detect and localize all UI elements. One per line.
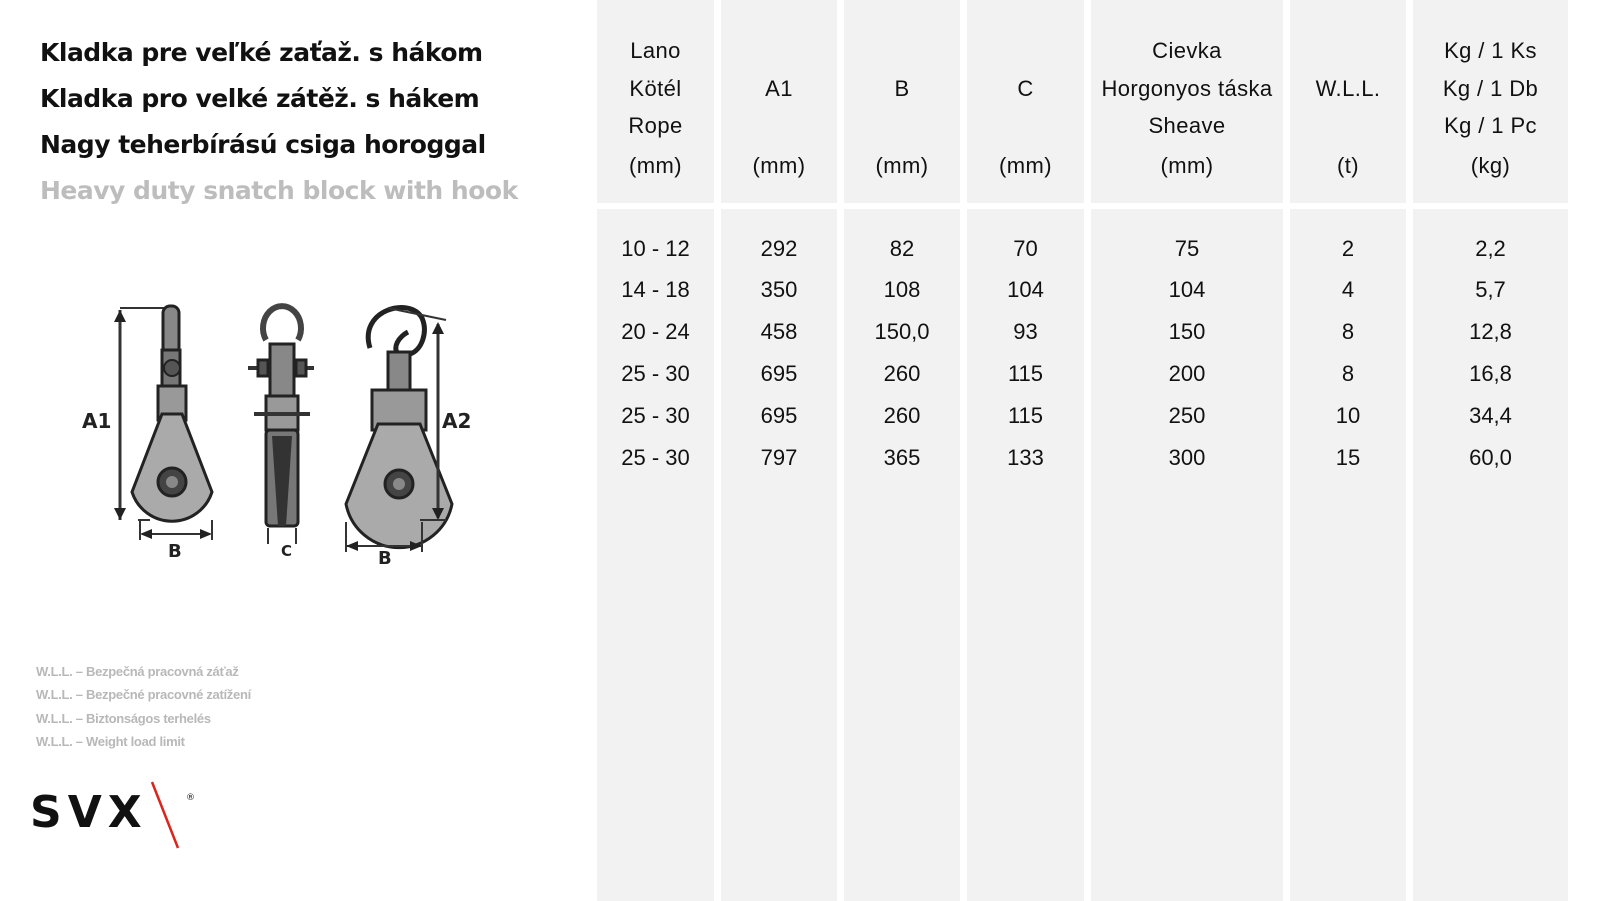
- table-cell: 4: [1341, 277, 1355, 302]
- header-unit: (mm): [1160, 153, 1214, 178]
- table-cell: 12,8: [1469, 319, 1512, 344]
- table-cell: 350: [760, 277, 798, 302]
- svx-logo: [30, 778, 200, 850]
- label-b-left: B: [168, 541, 182, 562]
- table-cell: 458: [760, 319, 798, 344]
- header-divider: [721, 203, 837, 209]
- header-label: Horgonyos táska: [1101, 76, 1273, 101]
- front-view-a2: [346, 308, 452, 552]
- logo-text: SVX: [30, 787, 148, 838]
- table-cell: 93: [1013, 319, 1038, 344]
- header-label: C: [1017, 76, 1034, 101]
- table-cell: 60,0: [1469, 445, 1512, 470]
- header-label: Rope: [628, 113, 683, 138]
- table-cell: 25 - 30: [621, 445, 690, 470]
- title-cz: Kladka pro velké zátěž. s hákem: [40, 84, 480, 113]
- header-divider: [1091, 203, 1283, 209]
- table-cell: 8: [1341, 361, 1355, 386]
- column-header: [967, 0, 1084, 203]
- legend-line-en: W.L.L. – Weight load limit: [36, 733, 185, 749]
- header-unit: (mm): [999, 153, 1052, 178]
- legend-line-sk: W.L.L. – Bezpečná pracovná záťaž: [36, 664, 239, 679]
- table-cell: 10 - 12: [621, 236, 690, 261]
- table-cell: 20 - 24: [621, 319, 690, 344]
- table-column-wll: [1290, 0, 1406, 901]
- column-header: [1413, 0, 1568, 203]
- header-label: Kg / 1 Db: [1442, 76, 1539, 101]
- table-cell: 15: [1335, 445, 1361, 470]
- header-unit: (kg): [1470, 153, 1511, 178]
- column-header: [844, 0, 960, 203]
- table-cell: 365: [883, 445, 921, 470]
- header-label: A1: [765, 76, 793, 101]
- table-cell: 200: [1168, 361, 1206, 386]
- header-label: B: [894, 76, 910, 101]
- table-cell: 108: [883, 277, 921, 302]
- legend-line-cz: W.L.L. – Bezpečné pracovné zatížení: [36, 687, 251, 703]
- table-cell: 260: [883, 361, 921, 386]
- table-cell: 34,4: [1469, 403, 1512, 428]
- header-label: Kg / 1 Ks: [1444, 38, 1537, 63]
- header-divider: [967, 203, 1084, 209]
- table-cell: 115: [1007, 361, 1044, 386]
- header-unit: (mm): [629, 153, 682, 178]
- title-en: Heavy duty snatch block with hook: [40, 176, 518, 205]
- header-unit: (mm): [875, 153, 929, 178]
- table-cell: 25 - 30: [621, 403, 690, 428]
- label-c: C: [281, 542, 293, 560]
- column-header: [1091, 0, 1283, 203]
- legend-line-hu: W.L.L. – Biztonságos terhelés: [36, 710, 211, 726]
- label-b-right: B: [378, 548, 392, 569]
- header-divider: [1413, 203, 1568, 209]
- title-hu: Nagy teherbírású csiga horoggal: [40, 130, 486, 159]
- header-label: Sheave: [1148, 113, 1226, 138]
- table-cell: 82: [889, 236, 915, 261]
- table-cell: 150,0: [874, 319, 930, 344]
- table-cell: 260: [883, 403, 921, 428]
- table-cell: 2,2: [1475, 236, 1506, 261]
- table-cell: 250: [1168, 403, 1206, 428]
- column-header: [721, 0, 837, 203]
- title-sk: Kladka pre veľké zaťaž. s hákom: [40, 38, 483, 67]
- table-column-a1: [721, 0, 837, 901]
- table-cell: 8: [1341, 319, 1355, 344]
- table-cell: 695: [760, 403, 798, 428]
- table-column-weight: [1413, 0, 1568, 901]
- label-a2: A2: [442, 409, 472, 433]
- table-column-rope: [597, 0, 714, 901]
- table-column-b: [844, 0, 960, 901]
- table-cell: 115: [1007, 403, 1044, 428]
- header-label: Lano: [630, 38, 681, 63]
- header-divider: [597, 203, 714, 209]
- table-column-c: [967, 0, 1084, 901]
- front-view-a1: [114, 306, 212, 540]
- table-cell: 300: [1168, 445, 1206, 470]
- table-cell: 133: [1007, 445, 1044, 470]
- table-cell: 2: [1341, 236, 1355, 261]
- side-view-c: [248, 306, 314, 544]
- header-divider: [1290, 203, 1406, 209]
- header-divider: [844, 203, 960, 209]
- table-cell: 104: [1168, 277, 1206, 302]
- table-cell: 70: [1013, 236, 1038, 261]
- header-label: Cievka: [1152, 38, 1222, 63]
- header-label: W.L.L.: [1315, 76, 1381, 101]
- column-header: [597, 0, 714, 203]
- table-cell: 10: [1335, 403, 1361, 428]
- header-label: Kötél: [629, 76, 682, 101]
- table-cell: 104: [1007, 277, 1044, 302]
- header-label: Kg / 1 Pc: [1444, 113, 1537, 138]
- header-unit: (t): [1337, 153, 1359, 178]
- table-cell: 5,7: [1475, 277, 1506, 302]
- table-cell: 150: [1168, 319, 1206, 344]
- table-cell: 25 - 30: [621, 361, 690, 386]
- table-column-sheave: [1091, 0, 1283, 901]
- table-cell: 16,8: [1469, 361, 1512, 386]
- snatch-block-diagram: [70, 296, 490, 576]
- wll-legend: [36, 660, 251, 753]
- title-block: [40, 30, 518, 214]
- table-cell: 75: [1174, 236, 1200, 261]
- header-unit: (mm): [752, 153, 806, 178]
- table-cell: 695: [760, 361, 798, 386]
- table-cell: 14 - 18: [621, 277, 690, 302]
- table-cell: 292: [760, 236, 798, 261]
- table-cell: 797: [760, 445, 798, 470]
- logo-registered: ®: [186, 793, 195, 803]
- column-header: [1290, 0, 1406, 203]
- label-a1: A1: [82, 409, 112, 433]
- logo-slash: [152, 782, 178, 848]
